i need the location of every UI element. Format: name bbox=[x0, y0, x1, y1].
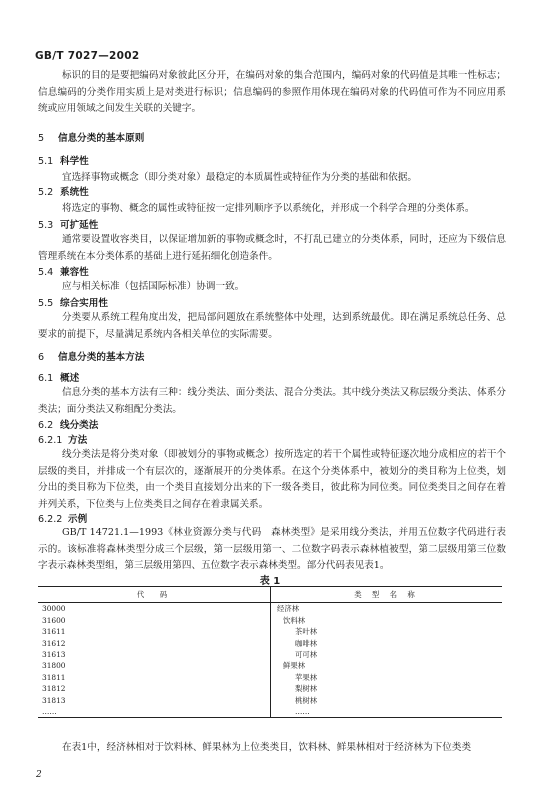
section-number: 5 bbox=[38, 133, 45, 144]
type-name-cell: 可可林 bbox=[295, 650, 318, 660]
section-5-4-text: 应与相关标准（包括国际标准）协调一致。 bbox=[62, 281, 245, 292]
section-5-2-heading bbox=[38, 186, 89, 200]
type-name-cell: 茶叶林 bbox=[295, 627, 318, 637]
section-title: 兼容性 bbox=[60, 267, 89, 278]
section-6-2-2-text: GB/T 14721.1—1993《林业资源分类与代码 森林类型》是采用线分类法，并用五位数字代码进行表示的。该标准将森林类型分成三个层级，第一层级用第一、二位数字码表示森林植被型，第二层级用第三位数字表示森林类型组，第三层级用第四、五位数字表示森林类型。部分代码表见表1。 bbox=[38, 527, 506, 571]
section-6-1-text: 信息分类的基本方法有三种：线分类法、面分类法、混合分类法。其中线分类法又称层级分类法、体系分类法；面分类法又称组配分类法。 bbox=[38, 387, 506, 415]
after-table-paragraph: 在表1中，经济林相对于饮料林、鲜果林为上位类类目，饮料林、鲜果林相对于经济林为下位类类 bbox=[62, 742, 472, 753]
section-title: 线分类法 bbox=[60, 420, 99, 431]
section-title: 示例 bbox=[68, 514, 88, 525]
section-title: 概述 bbox=[60, 373, 80, 384]
table-row bbox=[38, 683, 502, 694]
section-number: 6.2 bbox=[38, 420, 54, 431]
table-row bbox=[38, 672, 502, 683]
type-name-cell: 饮料林 bbox=[283, 615, 306, 625]
type-name-cell: 咖啡林 bbox=[295, 638, 318, 648]
table-row bbox=[38, 638, 502, 649]
section-5-3-text: 通常要设置收容类目，以保证增加新的事物或概念时，不打乱已建立的分类体系，同时，还应为下级信息管理系统在本分类体系的基础上进行延拓细化创造条件。 bbox=[38, 234, 506, 262]
type-name-cell: 苹果林 bbox=[295, 672, 318, 682]
code-cell: 31813 bbox=[38, 695, 271, 706]
type-name-cell: 经济林 bbox=[277, 604, 300, 614]
section-title: 综合实用性 bbox=[60, 298, 108, 309]
type-name-cell: …… bbox=[271, 706, 503, 718]
section-6-2-1-heading bbox=[38, 434, 87, 448]
code-table bbox=[38, 586, 502, 718]
table-row bbox=[38, 615, 502, 626]
code-cell: 31613 bbox=[38, 649, 271, 660]
table-row bbox=[38, 695, 502, 706]
code-cell: 31811 bbox=[38, 672, 271, 683]
standard-code-header: GB/T 7027—2002 bbox=[35, 50, 140, 62]
column-header-type-name: 类 型 名 称 bbox=[271, 587, 503, 603]
section-title: 可扩延性 bbox=[60, 220, 99, 231]
section-number: 5.4 bbox=[38, 267, 54, 278]
section-6-1-heading bbox=[38, 372, 79, 386]
section-number: 6.2.1 bbox=[38, 435, 63, 446]
section-number: 5.3 bbox=[38, 220, 54, 231]
section-title: 方法 bbox=[68, 435, 88, 446]
section-number: 5.2 bbox=[38, 187, 54, 198]
type-name-cell: 桃树林 bbox=[295, 695, 318, 705]
section-title: 信息分类的基本原则 bbox=[58, 133, 145, 144]
section-5-heading bbox=[38, 132, 144, 146]
section-title: 科学性 bbox=[60, 156, 89, 167]
table-caption: 表 1 bbox=[259, 576, 281, 587]
section-5-5-heading bbox=[38, 297, 108, 311]
section-5-3-heading bbox=[38, 219, 98, 233]
section-5-4-heading bbox=[38, 266, 89, 280]
code-cell: 31812 bbox=[38, 683, 271, 694]
code-cell: 31600 bbox=[38, 615, 271, 626]
section-6-2-heading bbox=[38, 419, 98, 433]
section-number: 6.1 bbox=[38, 373, 54, 384]
table-row bbox=[38, 603, 502, 615]
section-5-1-heading bbox=[38, 155, 89, 169]
section-number: 6 bbox=[38, 352, 45, 363]
section-number: 5.5 bbox=[38, 298, 54, 309]
section-5-5-text: 分类要从系统工程角度出发，把局部问题放在系统整体中处理，达到系统最优。即在满足系统总任务、总要求的前提下，尽量满足系统内各相关单位的实际需要。 bbox=[38, 312, 506, 340]
section-number: 5.1 bbox=[38, 156, 54, 167]
page-number: 2 bbox=[36, 770, 42, 780]
table-row bbox=[38, 660, 502, 671]
code-cell: 31800 bbox=[38, 660, 271, 671]
type-name-cell: 鲜果林 bbox=[283, 661, 306, 671]
section-5-1-text: 宜选择事物或概念（即分类对象）最稳定的本质属性或特征作为分类的基础和依据。 bbox=[62, 172, 417, 183]
section-title: 系统性 bbox=[60, 187, 89, 198]
column-header-code: 代 码 bbox=[38, 587, 271, 603]
table-header-row bbox=[38, 587, 502, 603]
code-cell: …… bbox=[38, 706, 271, 718]
section-5-2-text: 将选定的事物、概念的属性或特征按一定排列顺序予以系统化，并形成一个科学合理的分类体系。 bbox=[62, 203, 475, 214]
section-title: 信息分类的基本方法 bbox=[58, 352, 145, 363]
intro-paragraph: 标识的目的是要把编码对象彼此区分开，在编码对象的集合范围内，编码对象的代码值是其唯一性标志；信息编码的分类作用实质上是对类进行标识；信息编码的参照作用体现在编码对象的代码值可作为不同应用系统或应用领域之间发生关联的关键字。 bbox=[38, 70, 506, 114]
table-row bbox=[38, 706, 502, 718]
code-cell: 31612 bbox=[38, 638, 271, 649]
section-6-2-1-text: 线分类法是将分类对象（即被划分的事物或概念）按所选定的若干个属性或特征逐次地分成相应的若干个层级的类目，并排成一个有层次的，逐渐展开的分类体系。在这个分类体系中，被划分的类目称为上位类，划分出的类目称为下位类，由一个类目直接划分出来的下一级各类目，彼此称为同位类。同位类类目之间存在着并列关系，下位类与上位类类目之间存在着隶属关系。 bbox=[38, 449, 506, 510]
code-cell: 31611 bbox=[38, 626, 271, 637]
table-row bbox=[38, 649, 502, 660]
section-6-heading bbox=[38, 351, 144, 365]
type-name-cell: 梨树林 bbox=[295, 684, 318, 694]
code-cell: 30000 bbox=[38, 603, 271, 615]
table-row bbox=[38, 626, 502, 637]
section-number: 6.2.2 bbox=[38, 514, 63, 525]
